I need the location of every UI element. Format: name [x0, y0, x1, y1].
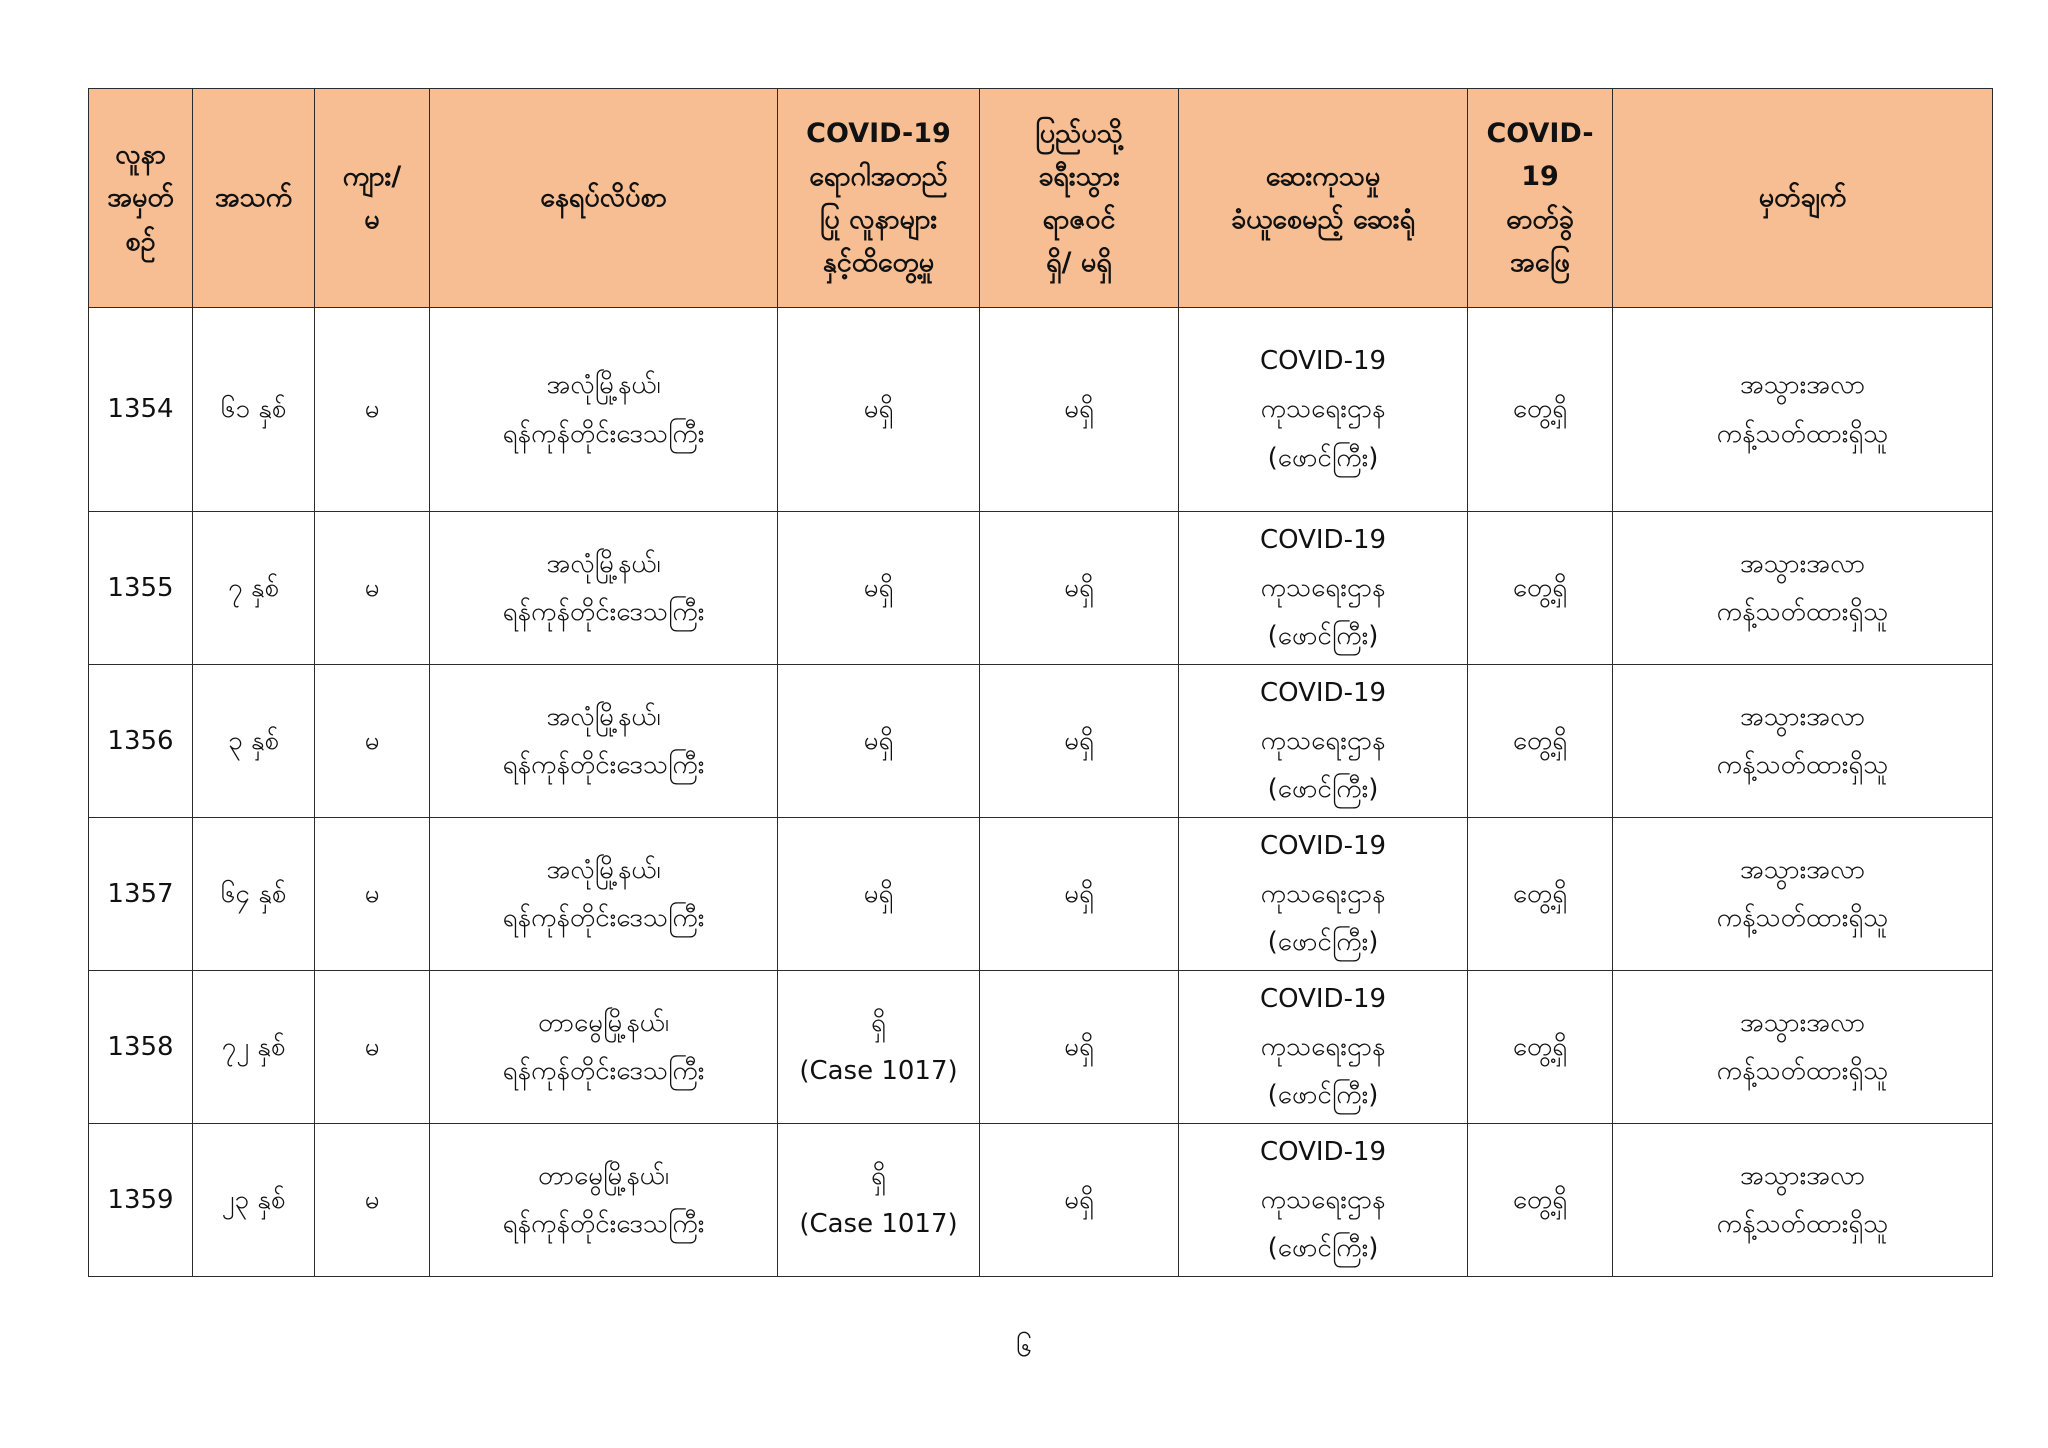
table-header [89, 89, 1993, 308]
cell-address-line: အလုံမြို့နယ်၊ [546, 701, 661, 732]
header-line: ကျား/ [342, 160, 402, 192]
cell-sex: မ [315, 665, 430, 818]
cell-sex: မ [315, 1124, 430, 1277]
cell-contact-line: (Case 1017) [799, 1209, 958, 1239]
table-row [89, 818, 1993, 971]
cell-address [430, 971, 778, 1124]
cell-contact [778, 308, 980, 512]
cell-remarks-line: အသွားအလာ [1739, 370, 1866, 401]
table-row [89, 971, 1993, 1124]
cell-remarks-line: ကန့်သတ်ထားရှိသူ [1716, 903, 1889, 933]
header-line: COVID- [1486, 117, 1594, 149]
cell-lab-result: တွေ့ရှိ [1468, 818, 1613, 971]
cell-remarks [1613, 665, 1993, 818]
header-hospital [1179, 89, 1468, 308]
cell-remarks [1613, 1124, 1993, 1277]
table-body [89, 308, 1993, 1277]
header-lab-result [1468, 89, 1613, 308]
cell-sex: မ [315, 818, 430, 971]
cell-hospital-line: COVID-19 [1259, 677, 1387, 708]
cell-contact [778, 818, 980, 971]
cell-hospital [1179, 1124, 1468, 1277]
header-line: ဓာတ်ခွဲ [1506, 204, 1574, 235]
header-case-number [89, 89, 193, 308]
cell-contact-line: မရှိ [863, 394, 894, 425]
cell-hospital-line: ကုသရေးဌာန [1260, 725, 1386, 756]
header-travel-history [980, 89, 1179, 308]
cell-age: ၆၁ နှစ် [193, 308, 315, 512]
cell-address-line: ရန်ကုန်တိုင်းဒေသကြီး [502, 750, 705, 780]
header-sex [315, 89, 430, 308]
cell-age: ၇၂ နှစ် [193, 971, 315, 1124]
cell-remarks-line: အသွားအလာ [1739, 1007, 1866, 1038]
cell-address-line: ရန်ကုန်တိုင်းဒေသကြီး [502, 418, 705, 449]
header-line: ပြု လူနာများ [819, 204, 938, 235]
header-age [193, 89, 315, 308]
header-line: မ [364, 204, 380, 235]
header-row [89, 89, 1993, 308]
cell-hospital [1179, 665, 1468, 818]
cell-address-line: ရန်ကုန်တိုင်းဒေသကြီး [502, 903, 705, 933]
cell-hospital-line: (ဖောင်ကြီး) [1267, 621, 1379, 652]
table-row [89, 512, 1993, 665]
cell-address-line: အလုံမြို့နယ်၊ [546, 548, 661, 579]
header-line: 19 [1521, 160, 1559, 192]
header-line: အမှတ် [107, 182, 174, 214]
cell-sex: မ [315, 308, 430, 512]
cell-address-line: ရန်ကုန်တိုင်းဒေသကြီး [502, 1209, 705, 1239]
header-line: ဆေးကုသမှု [1265, 160, 1381, 192]
header-line: ခရီးသွား [1038, 160, 1120, 192]
cell-address [430, 512, 778, 665]
cell-remarks-line: အသွားအလာ [1739, 1160, 1866, 1191]
cell-travel-history: မရှိ [980, 665, 1179, 818]
cell-remarks-line: ကန့်သတ်ထားရှိသူ [1716, 750, 1889, 780]
cell-contact-line: (Case 1017) [799, 1056, 958, 1086]
cases-table [88, 88, 1993, 1277]
header-line: လူနာ [115, 139, 166, 171]
table-row [89, 1124, 1993, 1277]
cell-case-number: 1356 [89, 665, 193, 818]
cell-hospital-line: ကုသရေးဌာန [1260, 394, 1386, 425]
cell-address [430, 308, 778, 512]
cell-hospital-line: COVID-19 [1259, 1136, 1387, 1167]
cell-sex: မ [315, 971, 430, 1124]
cell-contact-line: မရှိ [863, 878, 894, 909]
cell-contact-line: မရှိ [863, 572, 894, 603]
cell-address-line: ရန်ကုန်တိုင်းဒေသကြီး [502, 1056, 705, 1086]
cell-address [430, 818, 778, 971]
header-address [430, 89, 778, 308]
cell-remarks [1613, 818, 1993, 971]
cell-lab-result: တွေ့ရှိ [1468, 512, 1613, 665]
cell-address-line: တာမွေမြို့နယ်၊ [537, 1007, 669, 1038]
cell-address-line: တာမွေမြို့နယ်၊ [537, 1160, 669, 1191]
cell-case-number: 1357 [89, 818, 193, 971]
cell-travel-history: မရှိ [980, 1124, 1179, 1277]
cell-address [430, 665, 778, 818]
cell-hospital-line: COVID-19 [1259, 346, 1387, 377]
cell-remarks [1613, 971, 1993, 1124]
header-contact [778, 89, 980, 308]
header-remarks [1613, 89, 1993, 308]
cell-case-number: 1354 [89, 308, 193, 512]
cell-lab-result: တွေ့ရှိ [1468, 971, 1613, 1124]
cell-hospital-line: (ဖောင်ကြီး) [1267, 1233, 1379, 1264]
cell-hospital-line: ကုသရေးဌာန [1260, 572, 1386, 603]
cell-address-line: ရန်ကုန်တိုင်းဒေသကြီး [502, 597, 705, 627]
table-row [89, 308, 1993, 512]
cell-address-line: အလုံမြို့နယ်၊ [546, 854, 661, 885]
cell-case-number: 1355 [89, 512, 193, 665]
cell-hospital [1179, 308, 1468, 512]
cell-hospital-line: (ဖောင်ကြီး) [1267, 442, 1379, 473]
cell-contact-line: ရှိ [871, 1007, 886, 1038]
cell-contact-line: ရှိ [871, 1160, 886, 1191]
cell-remarks-line: အသွားအလာ [1739, 854, 1866, 885]
cell-contact [778, 512, 980, 665]
cell-case-number: 1359 [89, 1124, 193, 1277]
cell-sex: မ [315, 512, 430, 665]
cell-hospital-line: (ဖောင်ကြီး) [1267, 927, 1379, 958]
cell-address-line: အလုံမြို့နယ်၊ [546, 370, 661, 401]
cell-contact [778, 1124, 980, 1277]
header-line: ပြည်ပသို့ [1035, 117, 1123, 149]
header-line: ခံယူစေမည့် ဆေးရုံ [1230, 204, 1416, 235]
cell-lab-result: တွေ့ရှိ [1468, 1124, 1613, 1277]
cell-remarks-line: ကန့်သတ်ထားရှိသူ [1716, 1209, 1889, 1239]
cell-age: ၃ နှစ် [193, 665, 315, 818]
cell-case-number: 1358 [89, 971, 193, 1124]
page-number: ၆ [1016, 1330, 1032, 1363]
cell-contact [778, 971, 980, 1124]
cell-contact [778, 665, 980, 818]
header-line: စဉ် [125, 225, 156, 257]
cell-travel-history: မရှိ [980, 818, 1179, 971]
cell-age: ၂၃ နှစ် [193, 1124, 315, 1277]
cell-hospital-line: COVID-19 [1259, 830, 1387, 861]
cell-lab-result: တွေ့ရှိ [1468, 665, 1613, 818]
cell-travel-history: မရှိ [980, 308, 1179, 512]
cell-hospital-line: COVID-19 [1259, 524, 1387, 555]
cell-hospital-line: COVID-19 [1259, 983, 1387, 1014]
cell-address [430, 1124, 778, 1277]
cell-travel-history: မရှိ [980, 971, 1179, 1124]
cell-hospital-line: (ဖောင်ကြီး) [1267, 774, 1379, 805]
cell-hospital-line: ကုသရေးဌာန [1260, 1184, 1386, 1215]
header-line: COVID-19 [806, 117, 951, 149]
cell-hospital [1179, 971, 1468, 1124]
cell-remarks-line: အသွားအလာ [1739, 548, 1866, 579]
header-line: ရောဂါအတည် [809, 160, 948, 192]
cell-hospital [1179, 512, 1468, 665]
header-line: မှတ်ချက် [1758, 182, 1847, 214]
cell-remarks-line: ကန့်သတ်ထားရှိသူ [1716, 597, 1889, 627]
cell-contact-line: မရှိ [863, 725, 894, 756]
cell-hospital-line: ကုသရေးဌာန [1260, 878, 1386, 909]
cell-hospital [1179, 818, 1468, 971]
header-line: ရာဇဝင် [1042, 204, 1116, 235]
header-line: အသက် [214, 182, 293, 214]
cell-age: ၆၄ နှစ် [193, 818, 315, 971]
header-line: နှင့်ထိတွေ့မှု [822, 247, 935, 279]
cell-lab-result: တွေ့ရှိ [1468, 308, 1613, 512]
cell-remarks-line: အသွားအလာ [1739, 701, 1866, 732]
cell-remarks-line: ကန့်သတ်ထားရှိသူ [1716, 1056, 1889, 1086]
cell-remarks [1613, 308, 1993, 512]
cell-remarks [1613, 512, 1993, 665]
header-line: နေရပ်လိပ်စာ [540, 182, 667, 214]
cell-hospital-line: ကုသရေးဌာန [1260, 1031, 1386, 1062]
cell-remarks-line: ကန့်သတ်ထားရှိသူ [1716, 418, 1889, 449]
cell-age: ၇ နှစ် [193, 512, 315, 665]
cell-travel-history: မရှိ [980, 512, 1179, 665]
cell-hospital-line: (ဖောင်ကြီး) [1267, 1080, 1379, 1111]
header-line: အဖြေ [1510, 247, 1570, 279]
table-row [89, 665, 1993, 818]
header-line: ရှိ/ မရှိ [1046, 247, 1112, 279]
